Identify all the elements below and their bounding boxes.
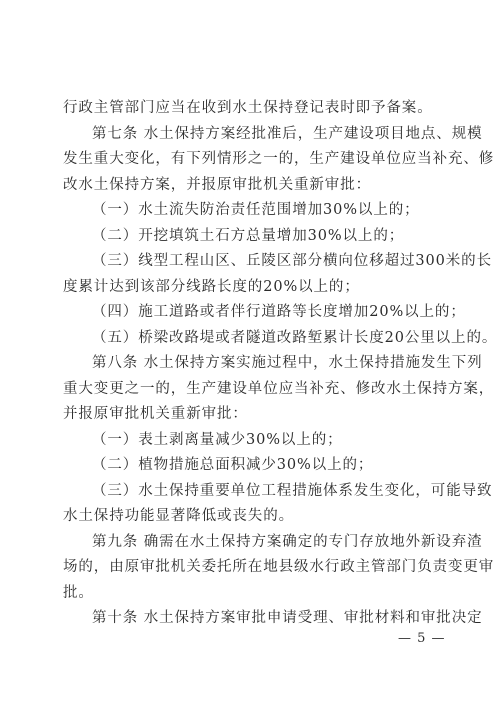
text-line: （一）水土流失防治责任范围增加30%以上的；	[92, 202, 420, 218]
text-line: （三）线型工程山区、丘陵区部分横向位移超过300米的长	[92, 253, 492, 269]
text-line: 第八条 水土保持方案实施过程中，水土保持措施发生下列	[92, 355, 483, 371]
text-line: 并报原审批机关重新审批：	[63, 406, 248, 422]
text-line: 场的，由原审批机关委托所在地县级水行政主管部门负责变更审	[63, 559, 495, 575]
text-line: 批。	[63, 584, 94, 601]
page-number: — 5 —	[398, 631, 446, 646]
text-line: 发生重大变化，有下列情形之一的，生产建设单位应当补充、修	[63, 151, 495, 167]
text-line: （二）植物措施总面积减少30%以上的；	[92, 457, 374, 473]
text-line: 水土保持功能显著降低或丧失的。	[63, 508, 294, 524]
text-line: 重大变更之一的，生产建设单位应当补充、修改水土保持方案，	[63, 380, 495, 397]
document-body	[63, 96, 498, 632]
text-line: 第十条 水土保持方案审批申请受理、审批材料和审批决定	[92, 610, 483, 626]
text-line: 第九条 确需在水土保持方案确定的专门存放地外新设弃渣	[92, 533, 483, 550]
text-line: （一）表土剥离量减少30%以上的；	[92, 431, 343, 448]
text-line: （四）施工道路或者伴行道路等长度增加20%以上的；	[92, 304, 466, 320]
text-line: 第七条 水土保持方案经批准后，生产建设项目地点、规模	[92, 125, 483, 142]
text-line: （三）水土保持重要单位工程措施体系发生变化，可能导致	[92, 482, 493, 499]
text-line: 度累计达到该部分线路长度的20%以上的；	[63, 278, 360, 295]
text-line: （五）桥梁改路堤或者隧道改路堑累计长度20公里以上的。	[92, 329, 498, 346]
text-line: （二）开挖填筑土石方总量增加30%以上的；	[92, 227, 405, 244]
text-line: 行政主管部门应当在收到水土保持登记表时即予备案。	[63, 100, 433, 116]
text-line: 改水土保持方案，并报原审批机关重新审批：	[63, 176, 371, 193]
